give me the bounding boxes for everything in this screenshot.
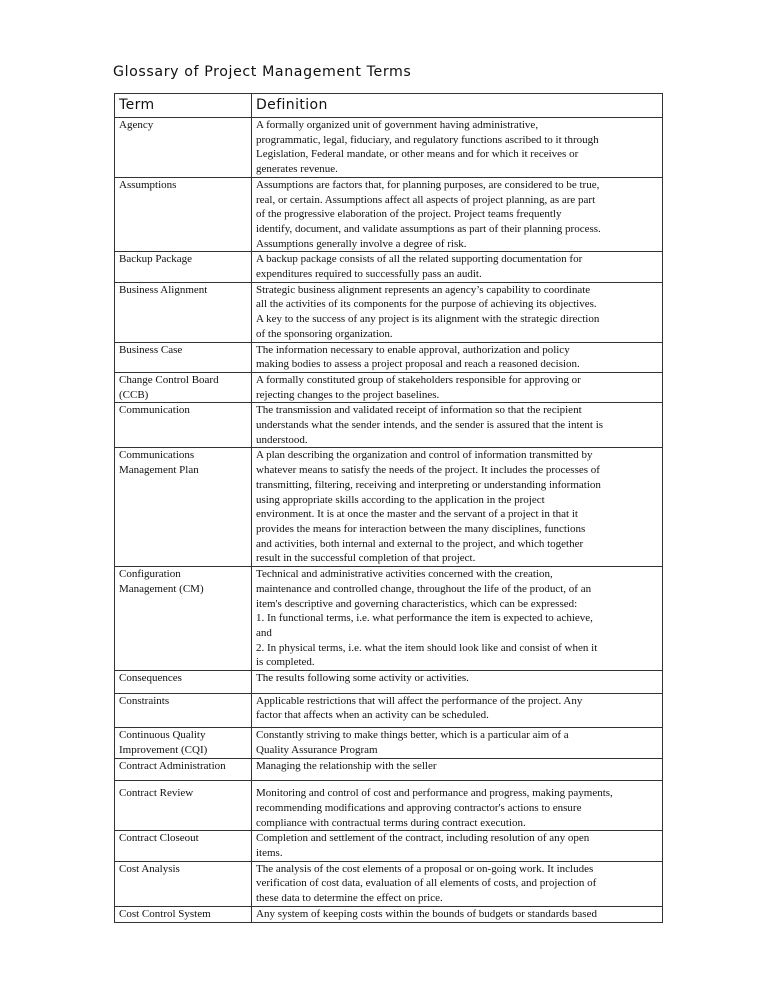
definition-text: Any system of keeping costs within the bounds of budgets or standards based — [256, 907, 597, 920]
definition-text: using appropriate skills according to the application in the project — [256, 493, 545, 506]
definition-text: The results following some activity or activities. — [256, 672, 469, 685]
term-text: Contract Closeout — [119, 832, 199, 845]
definition-cell — [252, 781, 663, 831]
definition-text: items. — [256, 847, 283, 860]
term-text: (CCB) — [119, 388, 149, 401]
term-text: Cost Analysis — [119, 862, 180, 875]
term-cell — [115, 282, 252, 342]
term-text: Improvement (CQI) — [119, 743, 208, 756]
definition-text: result in the successful completion of that project. — [256, 552, 476, 565]
term-text: Change Control Board — [119, 373, 219, 386]
term-column-header: Term — [115, 94, 252, 118]
term-cell — [115, 372, 252, 402]
table-row — [115, 861, 663, 906]
definition-text: factor that affects when an activity can be scheduled. — [256, 709, 489, 722]
table-row — [115, 728, 663, 758]
definition-text: programmatic, legal, fiduciary, and regulatory functions ascribed to it through — [256, 133, 599, 146]
definition-text: The information necessary to enable approval, authorization and policy — [256, 343, 570, 356]
definition-text: understands what the sender intends, and the sender is assured that the intent is — [256, 419, 604, 432]
definition-text: these data to determine the effect on price. — [256, 892, 443, 905]
definition-text: Legislation, Federal mandate, or other means and for which it receives or — [256, 148, 579, 161]
table-row — [115, 906, 663, 922]
header-row — [115, 94, 663, 118]
term-cell — [115, 728, 252, 758]
definition-text: maintenance and controlled change, throughout the life of the product, of an — [256, 582, 592, 595]
definition-cell — [252, 403, 663, 448]
definition-text: The analysis of the cost elements of a proposal or on-going work. It includes — [256, 862, 594, 875]
definition-text: A plan describing the organization and control of information transmitted by — [256, 449, 593, 462]
definition-text: item's descriptive and governing characteristics, which can be expressed: — [256, 597, 578, 610]
term-cell — [115, 177, 252, 252]
term-text: Continuous Quality — [119, 729, 206, 742]
definition-text: Assumptions are factors that, for planning purposes, are considered to be true, — [256, 178, 600, 191]
definition-text: Technical and administrative activities concerned with the creation, — [256, 568, 553, 581]
definition-cell — [252, 831, 663, 861]
definition-cell — [252, 728, 663, 758]
definition-text: understood. — [256, 433, 308, 446]
definition-text: and activities, both internal and external to the project, and which together — [256, 537, 584, 550]
term-cell — [115, 693, 252, 727]
table-row — [115, 831, 663, 861]
term-cell — [115, 861, 252, 906]
table-row — [115, 448, 663, 567]
definition-text: rejecting changes to the project baselines. — [256, 388, 440, 401]
table-row — [115, 177, 663, 252]
definition-text: A formally constituted group of stakeholders responsible for approving or — [256, 373, 581, 386]
definition-text: is completed. — [256, 656, 315, 669]
definition-text: transmitting, filtering, receiving and interpreting or understanding information — [256, 478, 601, 491]
table-row — [115, 372, 663, 402]
definition-text: Completion and settlement of the contract, including resolution of any open — [256, 832, 590, 845]
table-row — [115, 282, 663, 342]
term-text: Backup Package — [119, 253, 192, 266]
definition-text: whatever means to satisfy the needs of the project. It includes the processes of — [256, 464, 600, 477]
definition-text: provides the means for interaction between the many disciplines, functions — [256, 522, 586, 535]
definition-text: Constantly striving to make things better, which is a particular aim of a — [256, 729, 569, 742]
definition-text: Strategic business alignment represents an agency’s capability to coordinate — [256, 283, 591, 296]
term-cell — [115, 567, 252, 671]
definition-cell — [252, 342, 663, 372]
term-cell — [115, 448, 252, 567]
term-text: Communications — [119, 449, 195, 462]
table-row — [115, 671, 663, 694]
term-cell — [115, 671, 252, 694]
definition-text: making bodies to assess a project proposal and reach a reasoned decision. — [256, 358, 580, 371]
term-cell — [115, 758, 252, 781]
glossary-body — [115, 118, 663, 923]
definition-cell — [252, 118, 663, 178]
definition-text: Managing the relationship with the seller — [256, 759, 437, 772]
term-text: Configuration — [119, 568, 181, 581]
table-row — [115, 781, 663, 831]
definition-text: A formally organized unit of government having administrative, — [256, 119, 539, 131]
table-row — [115, 118, 663, 178]
definition-text: real, or certain. Assumptions affect all aspects of project planning, as are part — [256, 193, 596, 206]
table-row — [115, 758, 663, 781]
definition-text: compliance with contractual terms during contract execution. — [256, 816, 526, 829]
definition-cell — [252, 177, 663, 252]
definition-text: verification of cost data, evaluation of all elements of costs, and projection of — [256, 877, 597, 890]
term-cell — [115, 831, 252, 861]
definition-cell — [252, 671, 663, 694]
term-text: Contract Administration — [119, 759, 226, 772]
definition-text: and — [256, 626, 272, 639]
definition-column-header: Definition — [252, 94, 663, 118]
table-row — [115, 403, 663, 448]
table-row — [115, 693, 663, 727]
term-text: Business Alignment — [119, 283, 208, 296]
definition-text: recommending modifications and approving contractor's actions to ensure — [256, 801, 582, 814]
definition-cell — [252, 448, 663, 567]
term-text: Management (CM) — [119, 582, 204, 595]
definition-cell — [252, 372, 663, 402]
definition-cell — [252, 252, 663, 282]
definition-cell — [252, 861, 663, 906]
page-title: Glossary of Project Management Terms — [113, 64, 412, 80]
definition-cell — [252, 282, 663, 342]
definition-text: The transmission and validated receipt of information so that the recipient — [256, 404, 582, 417]
term-text: Cost Control System — [119, 907, 211, 920]
term-text: Agency — [119, 119, 154, 131]
definition-text: identify, document, and validate assumptions as part of their planning process. — [256, 222, 601, 235]
definition-text: Monitoring and control of cost and performance and progress, making payments, — [256, 787, 613, 800]
definition-cell — [252, 906, 663, 922]
definition-text: Assumptions generally involve a degree of risk. — [256, 237, 467, 250]
definition-cell — [252, 758, 663, 781]
definition-cell — [252, 567, 663, 671]
term-text: Management Plan — [119, 464, 199, 477]
term-text: Consequences — [119, 672, 182, 685]
term-text: Assumptions — [119, 178, 177, 191]
definition-text: 1. In functional terms, i.e. what performance the item is expected to achieve, — [256, 612, 593, 625]
term-cell — [115, 906, 252, 922]
term-text: Communication — [119, 404, 190, 417]
term-cell — [115, 781, 252, 831]
term-text: Business Case — [119, 343, 183, 356]
glossary-table — [114, 93, 663, 923]
definition-text: 2. In physical terms, i.e. what the item should look like and consist of when it — [256, 641, 598, 654]
definition-text: A key to the success of any project is its alignment with the strategic direction — [256, 313, 600, 326]
definition-text: expenditures required to successfully pass an audit. — [256, 268, 482, 281]
term-cell — [115, 342, 252, 372]
definition-text: Quality Assurance Program — [256, 743, 378, 756]
term-cell — [115, 403, 252, 448]
definition-text: generates revenue. — [256, 163, 338, 176]
term-text: Contract Review — [119, 787, 194, 800]
table-row — [115, 567, 663, 671]
term-cell — [115, 118, 252, 178]
table-row — [115, 342, 663, 372]
definition-text: of the sponsoring organization. — [256, 327, 393, 340]
definition-text: A backup package consists of all the related supporting documentation for — [256, 253, 583, 266]
term-text: Constraints — [119, 694, 170, 707]
definition-cell — [252, 693, 663, 727]
definition-text: all the activities of its components for the purpose of achieving its objectives. — [256, 298, 597, 311]
definition-text: environment. It is at once the master and the servant of a project in that it — [256, 508, 578, 521]
definition-text: of the progressive elaboration of the project. Project teams frequently — [256, 208, 562, 221]
definition-text: Applicable restrictions that will affect the performance of the project. Any — [256, 694, 583, 707]
table-row — [115, 252, 663, 282]
term-cell — [115, 252, 252, 282]
